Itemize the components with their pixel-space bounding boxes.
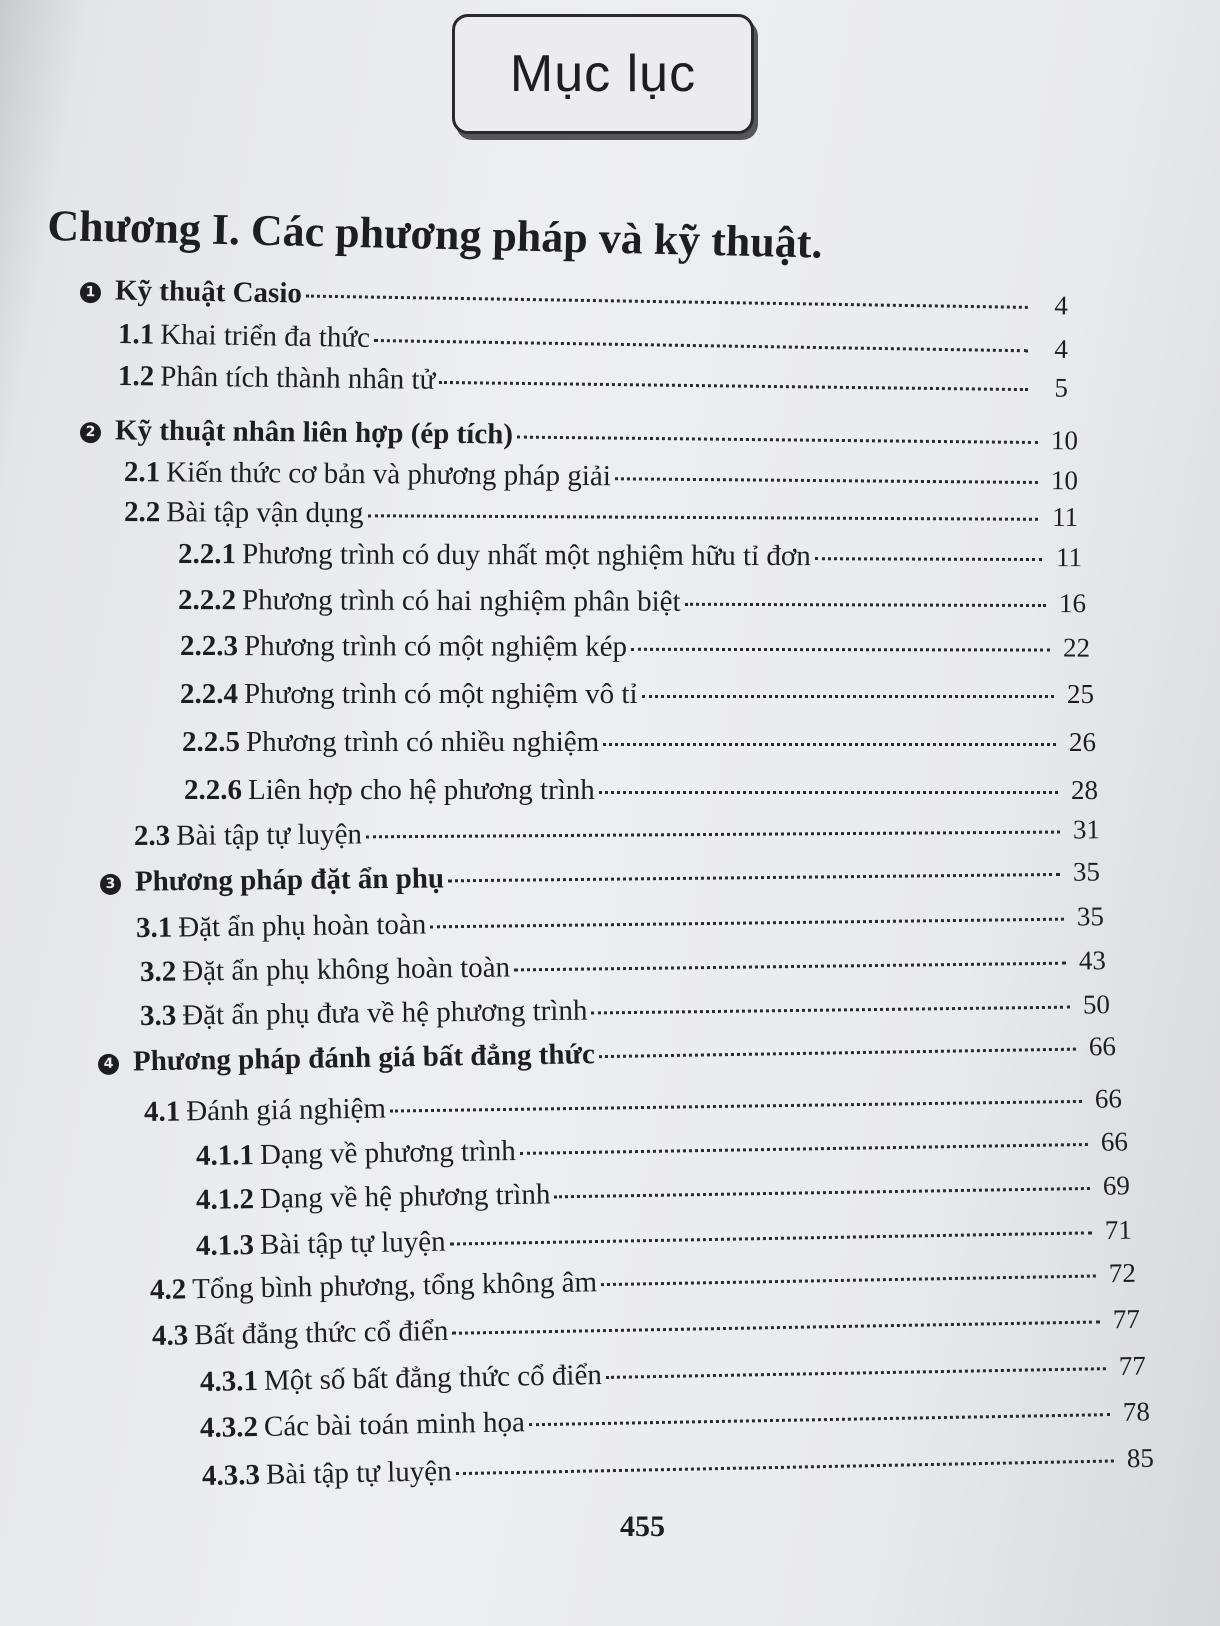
toc-entry-number: 1.1 xyxy=(117,318,155,351)
toc-entry-number: 4.3.3 xyxy=(201,1458,261,1492)
toc-entry-number: 1.2 xyxy=(117,360,155,393)
dot-leader xyxy=(554,1187,1090,1198)
toc-entry-number: 4.1.1 xyxy=(195,1139,255,1172)
toc-entry xyxy=(178,584,1086,620)
toc-entry-text: Phương trình có duy nhất một nghiệm hữu tỉ đơn xyxy=(241,538,811,573)
dot-leader xyxy=(430,918,1064,929)
toc-entry-text: Đánh giá nghiệm xyxy=(186,1092,387,1128)
toc-entry-number: 3.2 xyxy=(139,955,177,988)
toc-entry-label xyxy=(134,818,362,853)
toc-entry-text: Bất đẳng thức cổ điển xyxy=(193,1314,449,1352)
toc-entry-text: Kỹ thuật nhân liên hợp (ép tích) xyxy=(114,414,514,451)
toc-entry-page: 4 xyxy=(1054,290,1069,321)
toc-entry-text: Kiến thức cơ bản và phương pháp giải xyxy=(166,456,612,493)
toc-entry-page: 66 xyxy=(1094,1083,1123,1114)
dot-leader xyxy=(599,791,1058,794)
toc-entry-label xyxy=(136,908,427,945)
dot-leader xyxy=(606,1367,1106,1379)
toc-entry-number: 2.2.3 xyxy=(179,630,239,663)
toc-entry-page: 50 xyxy=(1082,989,1111,1020)
toc-entry-text: Phương trình có hai nghiệm phân biệt xyxy=(241,584,681,618)
toc-entry xyxy=(140,944,1106,989)
toc-entry-page: 85 xyxy=(1126,1442,1155,1474)
dot-leader xyxy=(685,603,1046,607)
dot-leader xyxy=(591,1006,1070,1015)
dot-leader xyxy=(514,962,1066,972)
toc-entry-number: 2.3 xyxy=(133,819,171,852)
toc-entry-text: Phân tích thành nhân tử xyxy=(160,360,436,396)
toc-entry-page: 10 xyxy=(1050,425,1079,456)
toc-entry xyxy=(134,813,1100,853)
dot-leader xyxy=(599,1048,1076,1058)
toc-entry-page: 66 xyxy=(1100,1126,1129,1157)
toc-entry-label xyxy=(152,1315,449,1353)
toc-entry xyxy=(196,1214,1132,1263)
toc-entry-label xyxy=(150,1266,598,1307)
dot-leader xyxy=(520,1143,1088,1155)
toc-entry xyxy=(152,1303,1140,1353)
dot-leader xyxy=(456,1459,1114,1475)
toc-entry-text: Bài tập tự luyện xyxy=(265,1455,452,1491)
toc-entry-number: 4.3.2 xyxy=(199,1410,259,1444)
toc-entry-number: 2.2.2 xyxy=(177,584,237,617)
toc-entry xyxy=(144,1082,1122,1129)
toc-entry-page: 71 xyxy=(1104,1214,1133,1246)
dot-leader xyxy=(452,1320,1100,1334)
toc-entry-label xyxy=(180,630,627,664)
section-number-badge: 2 xyxy=(80,422,101,443)
toc-entry-text: Phương pháp đánh giá bất đẳng thức xyxy=(132,1038,596,1078)
toc-entry-text: Phương trình có nhiều nghiệm xyxy=(246,726,600,758)
toc-entry-label xyxy=(178,538,811,573)
dot-leader xyxy=(439,381,1028,391)
toc-entry xyxy=(80,414,1078,457)
dot-leader xyxy=(631,648,1050,652)
toc-entry-page: 43 xyxy=(1078,945,1107,976)
dot-leader xyxy=(529,1413,1110,1426)
toc-entry-label xyxy=(124,456,611,493)
toc-entry-text: Bài tập vận dụng xyxy=(166,496,364,530)
toc-entry-number: 4.3.1 xyxy=(199,1364,259,1398)
toc-entry xyxy=(118,318,1068,366)
toc-entry-text: Một số bất đẳng thức cổ điển xyxy=(263,1358,603,1397)
toc-entry-page: 35 xyxy=(1072,856,1101,887)
toc-entry-text: Phương pháp đặt ẩn phụ xyxy=(134,862,445,898)
toc-entry xyxy=(100,856,1100,899)
toc-entry-label xyxy=(178,584,681,619)
toc-entry xyxy=(202,1442,1154,1493)
toc-entry xyxy=(196,1125,1128,1173)
toc-entry-page: 31 xyxy=(1072,814,1101,845)
toc-entry xyxy=(98,1030,1116,1079)
toc-entry xyxy=(80,274,1068,323)
toc-entry-label xyxy=(196,1178,551,1217)
toc-entry-page: 5 xyxy=(1054,372,1069,403)
toc-entry-label xyxy=(124,496,364,530)
toc-entry-page: 77 xyxy=(1118,1350,1147,1381)
toc-entry-text: Dạng về hệ phương trình xyxy=(259,1178,551,1215)
toc-entry-number: 4.3 xyxy=(151,1319,189,1352)
toc-entry-label xyxy=(80,274,302,310)
toc-entry-page: 11 xyxy=(1055,542,1083,573)
toc-entry-text: Tổng bình phương, tổng không âm xyxy=(191,1266,598,1306)
toc-entry-text: Đặt ẩn phụ đưa về hệ phương trình xyxy=(182,994,588,1032)
dot-leader xyxy=(815,557,1042,561)
toc-entry-label xyxy=(196,1226,446,1263)
toc-entry-label xyxy=(140,951,510,989)
toc-entry xyxy=(150,1257,1136,1307)
toc-entry xyxy=(136,900,1104,945)
toc-entry-label xyxy=(80,414,513,452)
section-number-badge: 1 xyxy=(80,282,101,303)
toc-entry xyxy=(196,1169,1130,1217)
dot-leader xyxy=(448,873,1060,882)
toc-entry-number: 2.2.4 xyxy=(180,678,238,710)
toc-entry-text: Các bài toán minh họa xyxy=(263,1406,526,1443)
dot-leader xyxy=(306,295,1028,309)
toc-entry-text: Khai triển đa thức xyxy=(160,318,371,354)
toc-entry-page: 22 xyxy=(1062,632,1091,663)
toc-entry-number: 2.2.6 xyxy=(184,774,242,806)
toc-entry-page: 11 xyxy=(1051,501,1079,532)
toc-entry-number: 4.1 xyxy=(143,1095,181,1128)
dot-leader xyxy=(374,339,1028,352)
toc-entry-text: Liên hợp cho hệ phương trình xyxy=(248,774,595,806)
toc-entry-text: Dạng về phương trình xyxy=(259,1134,516,1171)
toc-entry-number: 3.1 xyxy=(135,911,173,944)
toc-entry-text: Đặt ẩn phụ không hoàn toàn xyxy=(182,951,511,988)
toc-entry-page: 10 xyxy=(1050,465,1079,496)
toc-entry-page: 66 xyxy=(1088,1031,1117,1062)
toc-entry-label xyxy=(182,726,599,759)
toc-entry-number: 4.1.2 xyxy=(195,1183,255,1216)
toc-entry-page: 4 xyxy=(1054,333,1069,364)
page-title: Mục lục xyxy=(509,45,697,103)
dot-leader xyxy=(615,477,1038,484)
toc-entry-label xyxy=(196,1135,516,1173)
toc-entry-text: Kỹ thuật Casio xyxy=(114,274,303,310)
dot-leader xyxy=(450,1231,1092,1245)
toc-entry-text: Bài tập tự luyện xyxy=(176,818,363,852)
toc-entry-text: Bài tập tự luyện xyxy=(259,1225,446,1261)
toc-entry-number: 2.2.5 xyxy=(182,726,240,758)
dot-leader xyxy=(390,1100,1082,1113)
toc-entry xyxy=(182,726,1096,759)
chapter-heading: Chương I. Các phương pháp và kỹ thuật. xyxy=(46,200,824,268)
toc-entry-text: Phương trình có một nghiệm kép xyxy=(243,630,628,663)
section-number-badge: 3 xyxy=(100,873,121,894)
toc-entry xyxy=(180,678,1094,711)
toc-entry-label xyxy=(200,1359,602,1399)
toc-entry xyxy=(140,988,1110,1033)
dot-leader xyxy=(368,514,1038,521)
toc-entry xyxy=(180,630,1090,665)
toc-entry-page: 35 xyxy=(1076,901,1105,932)
toc-entry-page: 28 xyxy=(1071,775,1098,805)
toc-entry-page: 26 xyxy=(1069,727,1096,757)
dot-leader xyxy=(517,436,1038,444)
toc-entry-page: 25 xyxy=(1067,679,1094,709)
toc-entry-label xyxy=(118,318,371,355)
toc-entry-label xyxy=(184,774,595,807)
section-number-badge: 4 xyxy=(98,1053,119,1074)
toc-entry-label xyxy=(200,1406,525,1445)
toc-entry-label xyxy=(140,995,588,1033)
toc-entry xyxy=(178,538,1082,574)
toc-entry-text: Đặt ẩn phụ hoàn toàn xyxy=(178,908,427,944)
toc-entry-number: 2.2 xyxy=(123,496,161,529)
toc-entry-number: 3.3 xyxy=(139,999,177,1032)
toc-entry xyxy=(200,1349,1146,1399)
toc-entry-text: Phương trình có một nghiệm vô tỉ xyxy=(244,678,638,710)
toc-entry-page: 77 xyxy=(1112,1303,1141,1335)
toc-entry xyxy=(200,1395,1150,1445)
dot-leader xyxy=(642,695,1054,698)
toc-entry-label xyxy=(180,678,638,711)
toc-entry-number: 4.2 xyxy=(149,1273,187,1306)
dot-leader xyxy=(601,1274,1096,1286)
page-number: 455 xyxy=(620,1510,665,1543)
toc-entry-number: 2.2.1 xyxy=(177,538,237,571)
toc-entry-page: 16 xyxy=(1058,588,1087,619)
toc-entry-number: 2.1 xyxy=(123,456,161,489)
toc-entry-label xyxy=(100,862,444,899)
toc-entry-label xyxy=(98,1038,595,1079)
toc-entry-label xyxy=(144,1093,386,1129)
toc-entry xyxy=(118,360,1068,405)
toc-entry xyxy=(124,496,1078,534)
toc-entry xyxy=(124,456,1078,497)
toc-entry-page: 78 xyxy=(1122,1396,1151,1427)
toc-entry-page: 69 xyxy=(1102,1170,1131,1201)
toc-entry-page: 72 xyxy=(1108,1257,1137,1289)
toc-entry-label xyxy=(202,1455,452,1493)
dot-leader xyxy=(366,831,1060,839)
toc-entry xyxy=(184,774,1098,807)
toc-entry-number: 4.1.3 xyxy=(195,1228,255,1262)
dot-leader xyxy=(603,743,1056,746)
toc-entry-label xyxy=(118,360,436,397)
